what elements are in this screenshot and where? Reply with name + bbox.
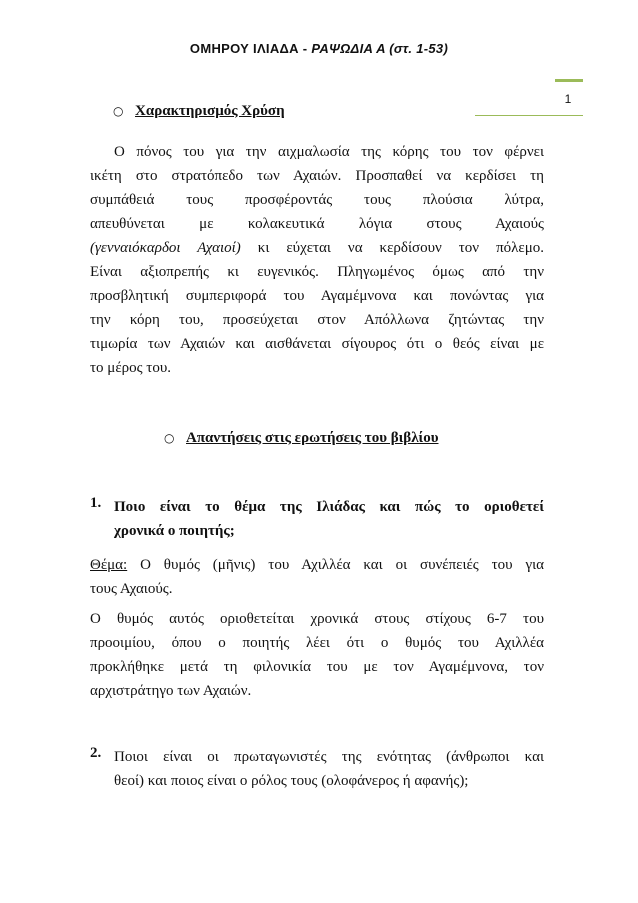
paragraph-line: συμπάθειά τους προσφέροντάς τους πλούσια λύτρα,	[90, 192, 544, 208]
paragraph-line: το μέρος του.	[90, 360, 171, 376]
question-number: 2.	[90, 745, 102, 761]
page-number-top-rule	[555, 79, 583, 82]
paragraph-line: ικέτη στο στρατόπεδο των Αχαιών. Προσπαθεί να κερδίσει τη	[90, 168, 544, 184]
question-line: Ποιοι είναι οι πρωταγωνιστές της ενότητας (άνθρωποι και	[114, 749, 544, 765]
section-heading-text: Χαρακτηρισμός Χρύση	[135, 103, 285, 119]
answer-line: Ο θυμός αυτός οριοθετείται χρονικά στους στίχους 6-7 του	[90, 611, 544, 627]
chryses-paragraph	[90, 140, 544, 380]
section-heading-answers	[164, 430, 439, 447]
bullet-ring-icon: ○	[164, 431, 175, 445]
theme-line	[90, 553, 544, 577]
paragraph-text: κι εύχεται να κερδίσουν τον πόλεμο.	[257, 240, 545, 256]
question-2-text	[114, 745, 544, 793]
question-1-theme	[90, 553, 544, 601]
question-line: χρονικά ο ποιητής;	[114, 523, 235, 539]
answer-line: προκλήθηκε μετά τη φιλονικία του με τον Αγαμέμνονα, τον	[90, 659, 544, 675]
paragraph-line: Είναι αξιοπρεπής κι ευγενικός. Πληγωμένος όμως από την	[90, 264, 544, 280]
italic-phrase: (γενναιόκαρδοι Αχαιοί)	[90, 240, 241, 256]
document-header	[0, 41, 638, 56]
theme-label: Θέμα:	[90, 557, 128, 573]
paragraph-line-mixed	[90, 236, 544, 260]
header-title: ΟΜΗΡΟΥ ΙΛΙΑΔΑ -	[189, 41, 312, 56]
bullet-ring-icon: ○	[113, 104, 124, 118]
question-number: 1.	[90, 495, 102, 511]
theme-line: τους Αχαιούς.	[90, 581, 173, 597]
answer-line: αρχιστράτηγο των Αχαιών.	[90, 683, 252, 699]
question-1-text	[114, 495, 544, 543]
paragraph-line: Ο πόνος του για την αιχμαλωσία της κόρης του τον φέρνει	[114, 144, 544, 160]
paragraph-line: την κόρη του, προσεύχεται στον Απόλλωνα ζητώντας την	[90, 312, 544, 328]
header-subtitle: ΡΑΨΩΔΙΑ Α (στ. 1-53)	[311, 41, 449, 56]
question-line: Ποιο είναι το θέμα της Ιλιάδας και πώς το οριοθετεί	[114, 499, 544, 515]
section-heading-chryses	[113, 103, 285, 120]
theme-text: Ο θυμός (μῆνις) του Αχιλλέα και οι συνέπειές του για	[127, 557, 544, 573]
paragraph-line: προσβλητική συμπεριφορά του Αγαμέμνονα και πονώντας για	[90, 288, 544, 304]
paragraph-line: τιμωρία των Αχαιών και αισθάνεται σίγουρος ότι ο θεός είναι με	[90, 336, 544, 352]
page-number-bottom-rule	[475, 115, 583, 116]
question-1-answer	[90, 607, 544, 703]
question-line: θεοί) και ποιος είναι ο ρόλος τους (ολοφάνερος ή αφανής);	[114, 773, 469, 789]
page-number: 1	[564, 92, 572, 106]
paragraph-line: απευθύνεται με κολακευτικά λόγια στους Αχαιούς	[90, 216, 544, 232]
answer-line: προοιμίου, όπου ο ποιητής λέει ότι ο θυμός του Αχιλλέα	[90, 635, 544, 651]
section-heading-text: Απαντήσεις στις ερωτήσεις του βιβλίου	[186, 430, 439, 446]
